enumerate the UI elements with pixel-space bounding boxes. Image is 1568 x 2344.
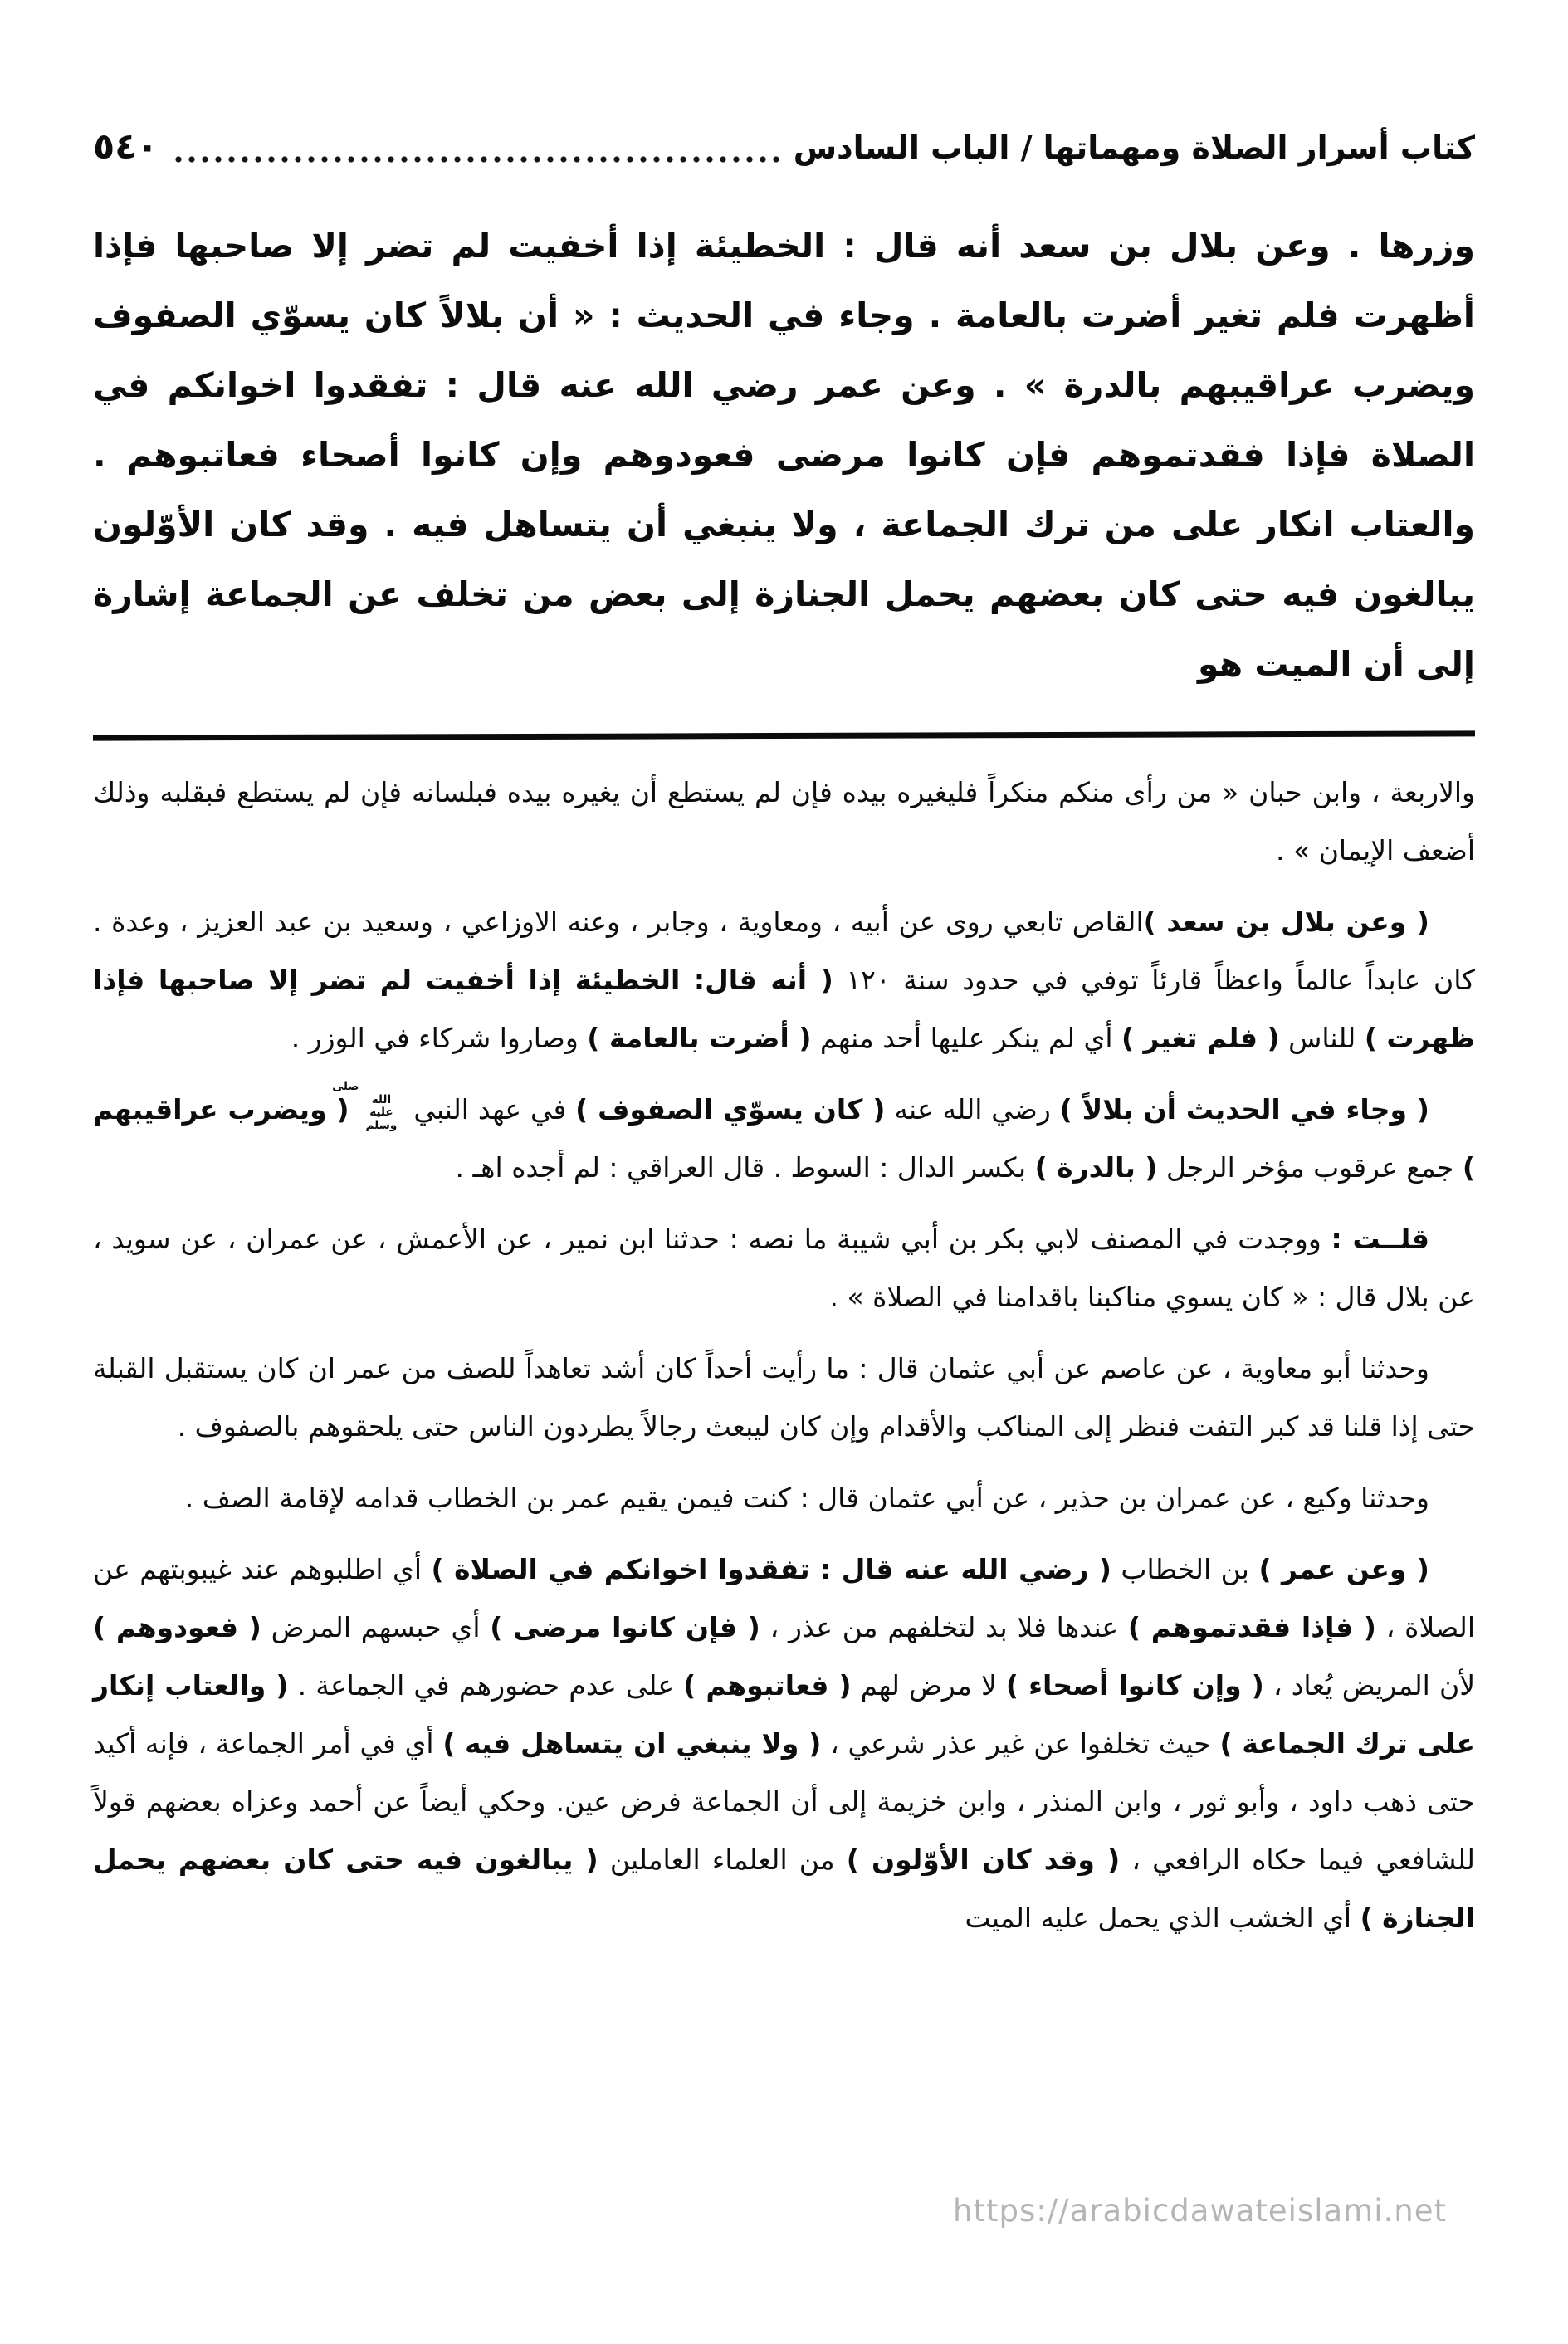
- footnote-text-run: في عهد النبي: [404, 1092, 576, 1126]
- footnote-paragraph: [93, 764, 1475, 880]
- footnote-bold-run: ( يبالغون فيه حتى كان بعضهم يحمل الجنازة ): [93, 1843, 1475, 1934]
- footnote-text-run: رضي الله عنه: [885, 1092, 1060, 1126]
- footnote-bold-run: ( كان يسوّي الصفوف ): [575, 1092, 886, 1126]
- footnote-paragraph: [93, 893, 1475, 1067]
- footnote-bold-run: ( رضي الله عنه قال : تفقدوا اخوانكم في الصلاة ): [431, 1552, 1111, 1585]
- footnote-text-run: من العلماء العاملين: [598, 1843, 847, 1876]
- watermark-url: https://arabicdawateislami.net: [953, 2193, 1447, 2229]
- footnote-bold-run: ( فإن كانوا مرضى ): [490, 1610, 760, 1643]
- footnote-paragraph: [93, 1210, 1475, 1326]
- footnote-bold-run: ( والعتاب إنكار على ترك الجماعة ): [93, 1668, 1475, 1760]
- footnote-bold-run: ( فلم تغير ): [1121, 1021, 1280, 1054]
- footnote-paragraph: [93, 1469, 1475, 1527]
- footnote-text-run: وحدثنا أبو معاوية ، عن عاصم عن أبي عثمان قال : ما رأيت أحداً كان أشد تعاهداً للصف من عمر ان كان يستقبل القبلة حتى إذا قلنا قد كبر التفت فنظر إلى المناكب والأقدام وإن كان ليبعث رجالاً يطردون الناس حتى يلحقوهم بالصفوف .: [93, 1351, 1475, 1443]
- footnote-text-run: أي الخشب الذي يحمل عليه الميت: [965, 1901, 1360, 1934]
- footnote-text-run: أي لم ينكر عليها أحد منهم: [811, 1021, 1121, 1054]
- footnote-bold-run: ( فإذا فقدتموهم ): [1127, 1610, 1376, 1643]
- footnote-text-run: بن الخطاب: [1111, 1552, 1259, 1585]
- footnote-text-run: [349, 1093, 359, 1126]
- footnote-paragraph: [93, 1541, 1475, 1947]
- section-divider: [93, 730, 1475, 740]
- footnote-bold-run: ( وإن كانوا أصحاء ): [1005, 1668, 1264, 1702]
- footnote-bold-run: قلــت :: [1331, 1222, 1429, 1255]
- page-number: ٥٤٠: [93, 126, 159, 168]
- footnote-bold-run: ( وعن بلال بن سعد ): [1143, 905, 1429, 938]
- footnote-text-run: لأن المريض يُعاد ،: [1263, 1668, 1476, 1702]
- footnote-text-run: بكسر الدال : السوط . قال العراقي : لم أجده اهـ .: [455, 1150, 1035, 1184]
- page-header: [93, 126, 1475, 169]
- footnote-bold-run: ( وقد كان الأوّلون ): [846, 1843, 1121, 1876]
- footnote-paragraph: [93, 1081, 1475, 1197]
- pbuh-honorific-symbol: صلى الله عليه وسلم: [332, 1080, 398, 1132]
- footnote-text-run: القاص تابعي روى عن أبيه ، ومعاوية ، وجابر ، وعنه الاوزاعي ، وسعيد بن عبد العزيز ، وعدة . كان عابداً عالماً واعظاً قارئاً توفي في حدود سنة ١٢٠: [93, 905, 1475, 996]
- footnote-text-run: أي حبسهم المرض: [261, 1610, 491, 1643]
- text-column: [93, 0, 1475, 1961]
- footnote-bold-run: ( فعودوهم ): [93, 1610, 261, 1643]
- footnote-text-run: حيث تخلفوا عن غير عذر شرعي ،: [821, 1726, 1220, 1760]
- footnote-bold-run: ( وعن عمر ): [1258, 1552, 1430, 1585]
- footnote-section: [93, 764, 1475, 1947]
- footnote-text-run: لا مرض لهم: [851, 1668, 1006, 1702]
- footnote-text-run: عندها فلا بد لتخلفهم من عذر ،: [760, 1610, 1128, 1643]
- footnote-bold-run: ( فعاتبوهم ): [683, 1668, 852, 1702]
- main-text: وزرها . وعن بلال بن سعد أنه قال : الخطيئة إذا أخفيت لم تضر إلا صاحبها فإذا أظهرت فلم تغير أضرت بالعامة . وجاء في الحديث : « أن بلالاً كان يسوّي الصفوف ويضرب عراقيبهم بالدرة » . وعن عمر رضي الله عنه قال : تفقدوا اخوانكم في الصلاة فإذا فقدتموهم فإن كانوا مرضى فعودوهم وإن كانوا أصحاء فعاتبوهم . والعتاب انكار على من ترك الجماعة ، ولا ينبغي أن يتساهل فيه . وقد كان الأوّلون يبالغون فيه حتى كان بعضهم يحمل الجنازة إلى بعض من تخلف عن الجماعة إشارة إلى أن الميت هو: [93, 225, 1475, 684]
- footnote-bold-run: ( أنه قال: الخطيئة إذا أخفيت لم تضر إلا صاحبها فإذا ظهرت ): [93, 963, 1475, 1054]
- footnote-text-run: على عدم حضورهم في الجماعة .: [288, 1668, 684, 1702]
- footnote-bold-run: ( ولا ينبغي ان يتساهل فيه ): [442, 1726, 822, 1760]
- footnote-text-run: أي في أمر الجماعة ، فإنه أكيد حتى ذهب داود ، وأبو ثور ، وابن المنذر ، وابن خزيمة إلى أن الجماعة فرض عين. وحكي أيضاً عن أحمد وعزاه بعضهم قولاً للشافعي فيما حكاه الرافعي ،: [93, 1726, 1475, 1876]
- footnote-text-run: جمع عرقوب مؤخر الرجل: [1157, 1150, 1463, 1184]
- footnote-text-run: للناس: [1279, 1021, 1365, 1054]
- footnote-text-run: وصاروا شركاء في الوزر .: [291, 1021, 588, 1054]
- footnote-text-run: والاربعة ، وابن حبان « من رأى منكم منكراً فليغيره بيده فإن لم يستطع أن يغيره بيده فبلسانه فإن لم يستطع فبقلبه وذلك أضعف الإيمان » .: [93, 775, 1475, 867]
- footnote-bold-run: ( ويضرب عراقيبهم ): [93, 1092, 1475, 1184]
- footnote-bold-run: ( بالدرة ): [1034, 1150, 1158, 1184]
- footnote-text-run: وحدثنا وكيع ، عن عمران بن حذير ، عن أبي عثمان قال : كنت فيمن يقيم عمر بن الخطاب قدامه لإقامة الصف .: [184, 1481, 1429, 1514]
- footnote-bold-run: ( أضرت بالعامة ): [587, 1021, 812, 1054]
- book-title: كتاب أسرار الصلاة ومهماتها / الباب السادس: [793, 129, 1475, 167]
- footnote-text-run: أي اطلبوهم عند غيبوبتهم عن الصلاة ،: [93, 1552, 1475, 1643]
- dotted-leader: [172, 134, 780, 169]
- footnote-bold-run: ( وجاء في الحديث أن بلالاً ): [1059, 1092, 1430, 1126]
- footnote-paragraph: [93, 1340, 1475, 1456]
- footnote-text-run: ووجدت في المصنف لابي بكر بن أبي شيبة ما نصه : حدثنا ابن نمير ، عن الأعمش ، عن عمران ، عن سويد ، عن بلال قال : « كان يسوي مناكبنا باقدامنا في الصلاة » .: [93, 1222, 1475, 1313]
